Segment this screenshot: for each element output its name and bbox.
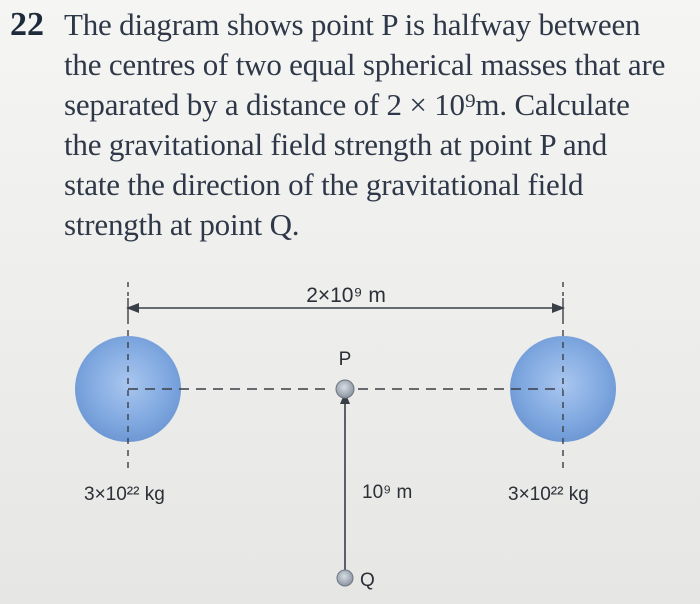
question-line-2: the centres of two equal spherical masses that are bbox=[64, 47, 666, 82]
point-p bbox=[336, 380, 354, 398]
left-mass-label: 3×10²² kg bbox=[84, 484, 165, 505]
point-p-label: P bbox=[338, 349, 352, 370]
point-q-label: Q bbox=[360, 570, 375, 591]
right-mass-label: 3×10²² kg bbox=[508, 484, 589, 505]
distance-pq-label: 10⁹ m bbox=[362, 482, 413, 503]
question-line-6: strength at point Q. bbox=[64, 207, 300, 242]
question-line-5: state the direction of the gravitational field bbox=[64, 167, 584, 202]
point-q bbox=[337, 570, 353, 586]
question-number: 22 bbox=[10, 6, 44, 43]
separation-label: 2×10⁹ m bbox=[306, 284, 386, 307]
question-line-4: the gravitational field strength at point P and bbox=[64, 127, 608, 162]
question-line-3: separated by a distance of 2 × 10⁹m. Calculate bbox=[64, 87, 630, 122]
question-line-1: The diagram shows point P is halfway between bbox=[64, 7, 641, 42]
